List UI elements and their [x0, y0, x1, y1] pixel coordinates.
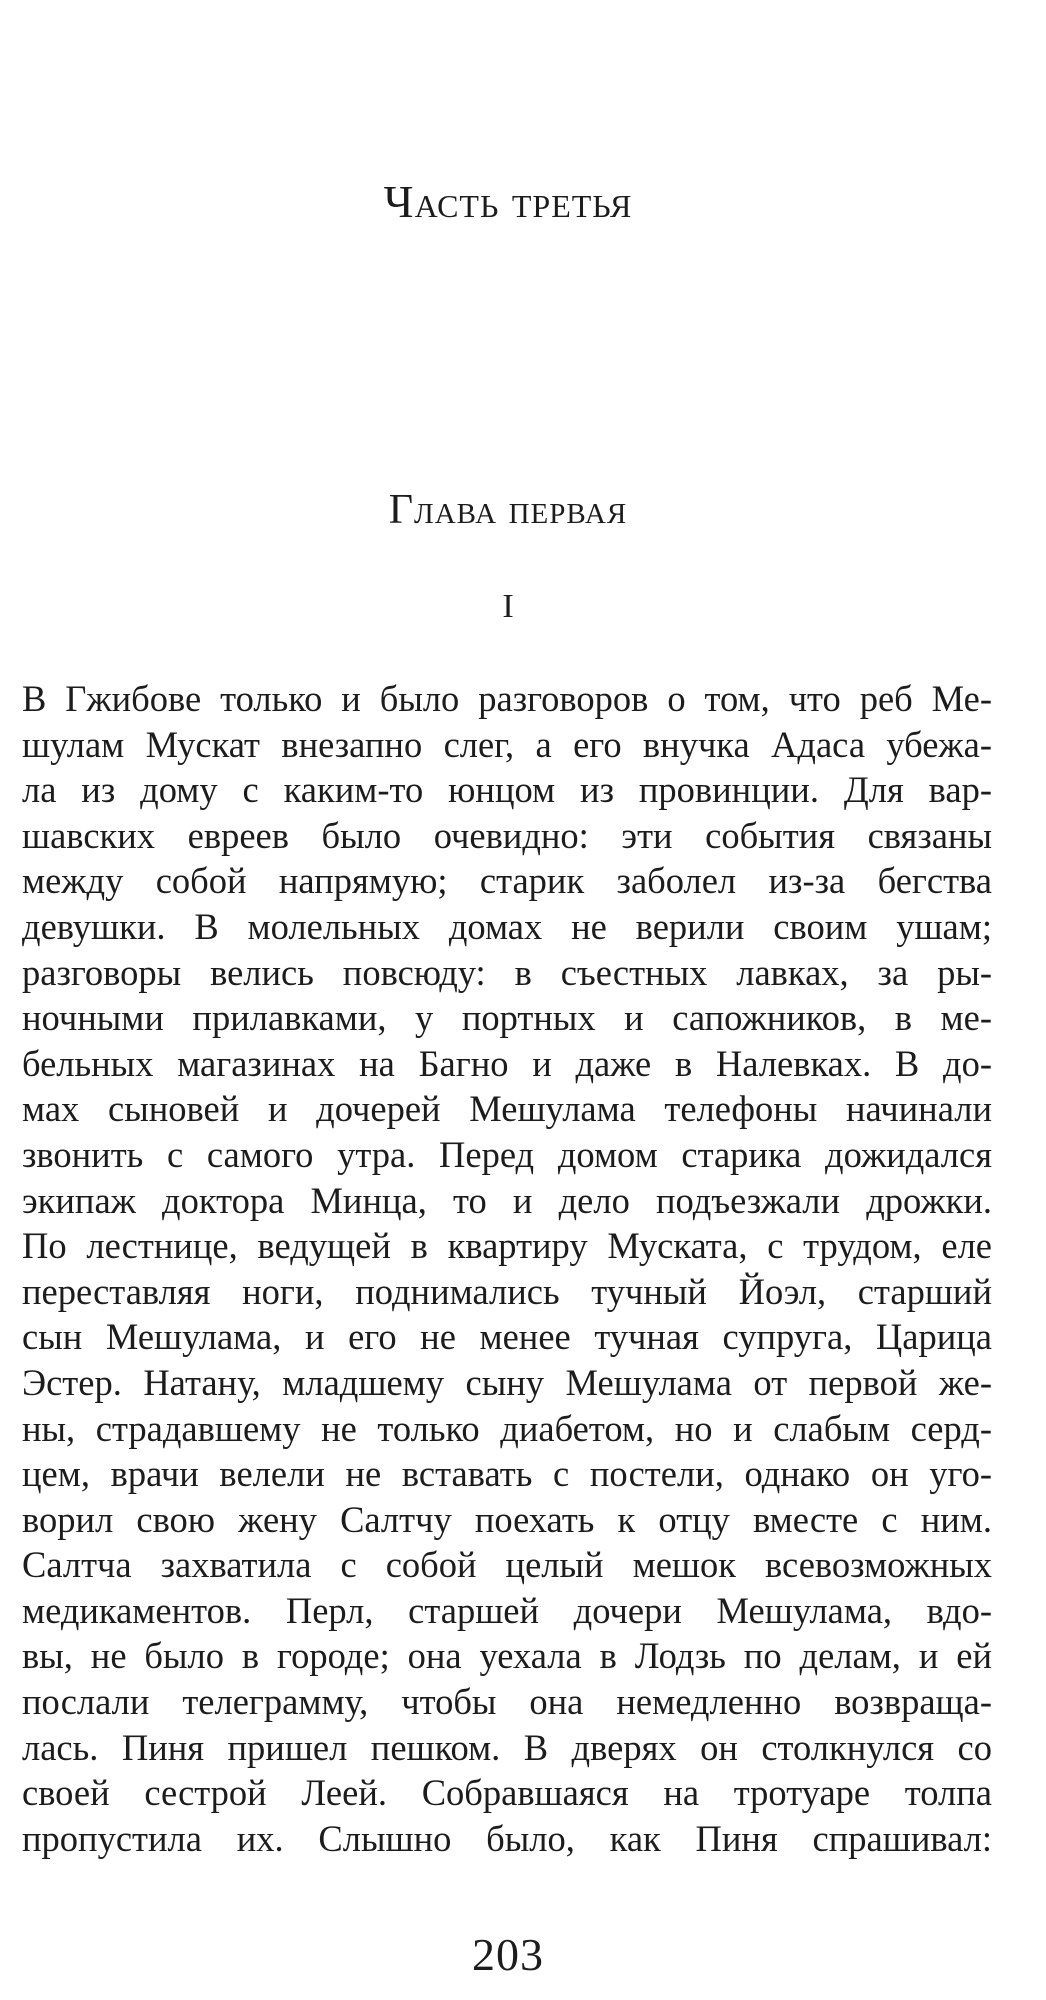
text-line: медикаментов. Перл, старшей дочери Мешулама, вдо-	[22, 1589, 992, 1631]
body-text	[22, 676, 992, 1861]
section-number: I	[502, 588, 514, 625]
part-title: Часть третья	[383, 176, 633, 227]
text-line: В Гжибове только и было разговоров о том, что реб Ме-	[22, 678, 992, 719]
text-line: вы, не было в городе; она уехала в Лодзь по делам, и ей	[22, 1635, 992, 1677]
text-line: лась. Пиня пришел пешком. В дверях он столкнулся со	[22, 1726, 992, 1768]
text-line: ворил свою жену Салтчу поехать к отцу вместе с ним.	[22, 1498, 992, 1540]
text-line: бельных магазинах на Багно и даже в Налевках. В до-	[22, 1042, 992, 1084]
page-number: 203	[472, 1929, 544, 1980]
text-line: Эстер. Натану, младшему сыну Мешулама от первой же-	[22, 1361, 992, 1403]
text-line: переставляя ноги, поднимались тучный Йоэл, старший	[22, 1270, 992, 1312]
text-line: шулам Мускат внезапно слег, а его внучка Адаса убежа-	[22, 723, 992, 765]
text-line: цем, врачи велели не вставать с постели, однако он уго-	[22, 1453, 992, 1495]
text-line: шавских евреев было очевидно: эти события связаны	[22, 814, 992, 856]
text-line: своей сестрой Леей. Собравшаяся на тротуаре толпа	[22, 1772, 992, 1814]
chapter-title: Глава первая	[388, 487, 628, 533]
text-line: звонить с самого утра. Перед домом старика дожидался	[22, 1133, 992, 1175]
text-line: Салтча захватила с собой целый мешок всевозможных	[22, 1544, 992, 1586]
text-line: мах сыновей и дочерей Мешулама телефоны начинали	[22, 1088, 992, 1130]
text-line: послали телеграмму, чтобы она немедленно возвраща-	[22, 1681, 992, 1723]
text-line: пропустила их. Слышно было, как Пиня спрашивал:	[22, 1817, 992, 1859]
text-line: ла из дому с каким-то юнцом из провинции. Для вар-	[22, 769, 992, 811]
text-line: разговоры велись повсюду: в съестных лавках, за ры-	[22, 951, 992, 993]
text-line: По лестнице, ведущей в квартиру Муската, с трудом, еле	[22, 1225, 992, 1267]
text-line: ночными прилавками, у портных и сапожников, в ме-	[22, 997, 992, 1039]
text-line: девушки. В молельных домах не верили своим ушам;	[22, 905, 992, 947]
text-line: сын Мешулама, и его не менее тучная супруга, Царица	[22, 1316, 992, 1358]
text-line: между собой напрямую; старик заболел из-за бегства	[22, 860, 992, 902]
text-line: экипаж доктора Минца, то и дело подъезжали дрожки.	[22, 1179, 992, 1221]
text-line: ны, страдавшему не только диабетом, но и слабым серд-	[22, 1407, 992, 1449]
